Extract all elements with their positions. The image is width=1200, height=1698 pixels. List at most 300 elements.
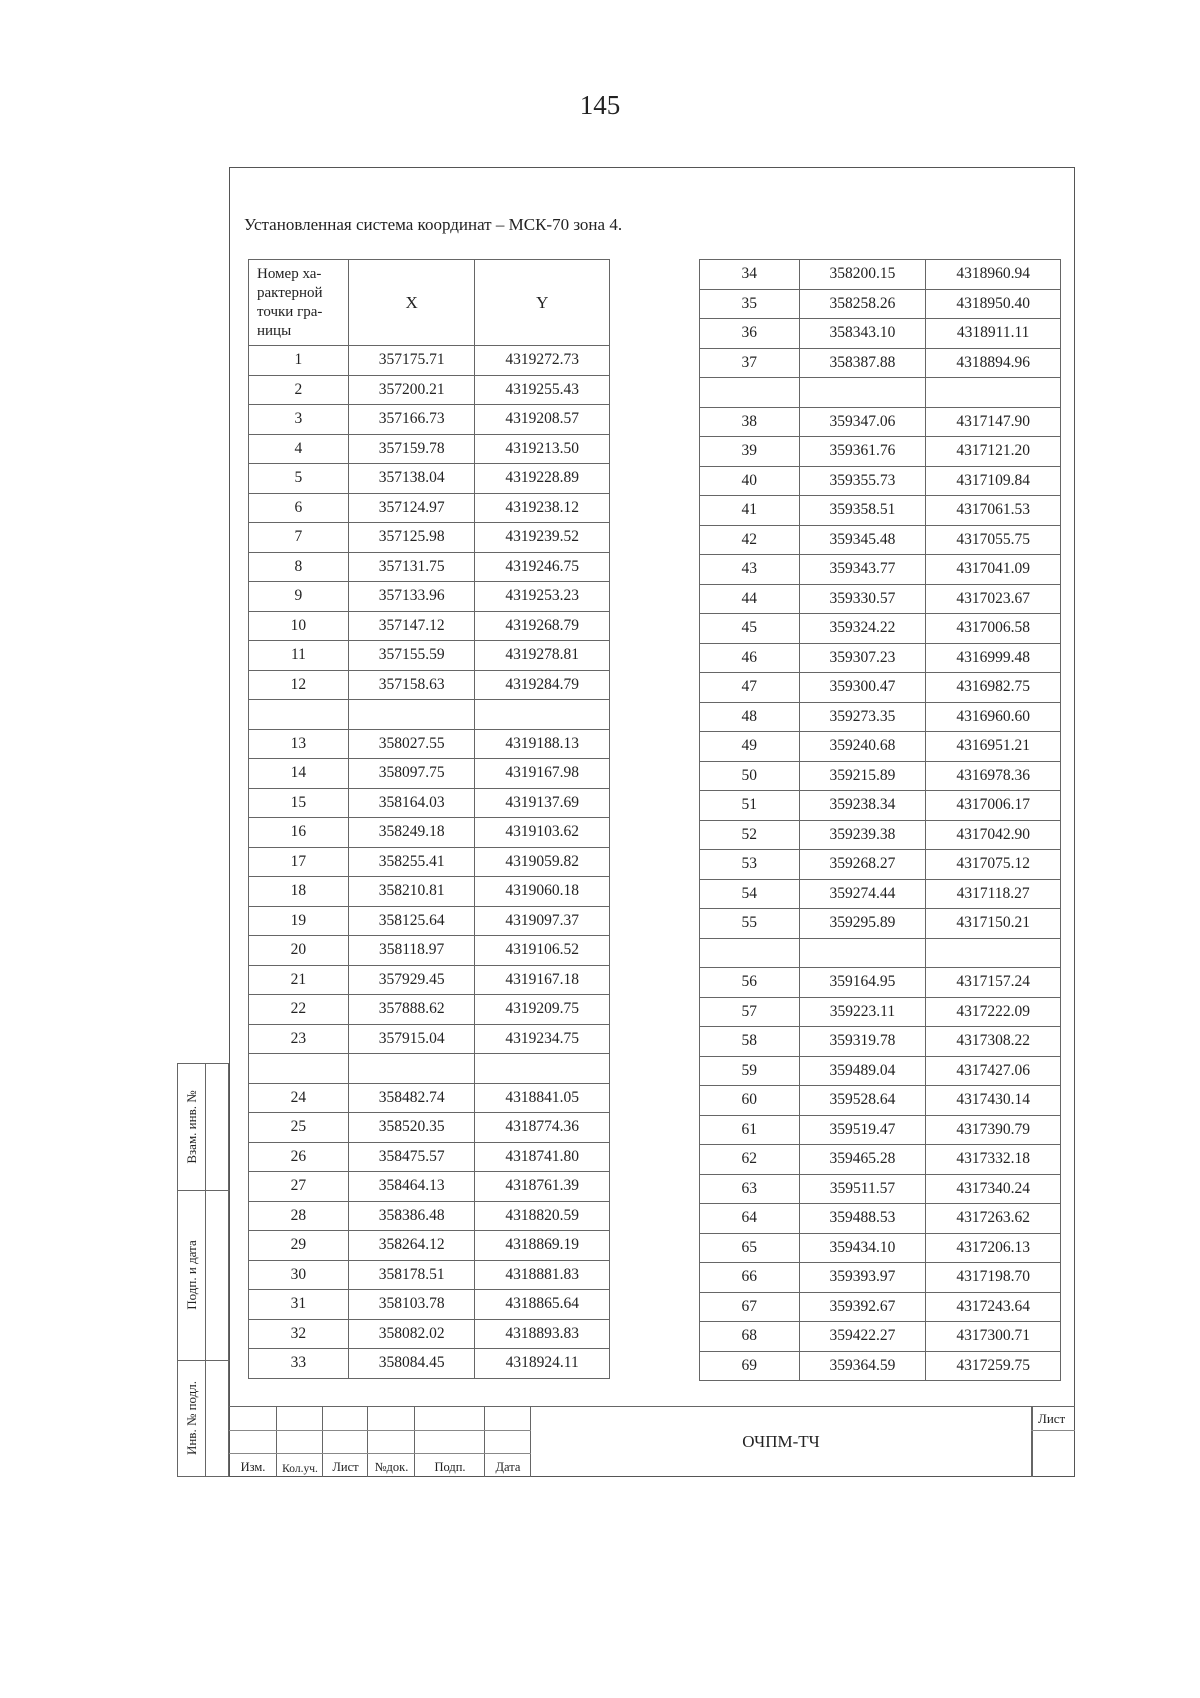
table-row (700, 1233, 1061, 1263)
y-coordinate-cell: 4318869.19 (475, 1231, 610, 1261)
y-coordinate-cell (475, 1054, 610, 1084)
x-coordinate-cell: 359347.06 (799, 407, 926, 437)
point-number-cell: 47 (700, 673, 800, 703)
header-y: Y (475, 260, 610, 346)
point-number-cell: 54 (700, 879, 800, 909)
x-coordinate-cell: 359273.35 (799, 702, 926, 732)
x-coordinate-cell: 357133.96 (348, 582, 475, 612)
x-coordinate-cell: 358482.74 (348, 1083, 475, 1113)
stamp-label-ndok: №док. (374, 1460, 409, 1474)
document-code: ОЧПМ-ТЧ (742, 1432, 820, 1451)
point-number-cell: 34 (700, 260, 800, 290)
side-label-podp: Подп. и дата (183, 1240, 199, 1310)
table-row (700, 319, 1061, 349)
point-number-cell: 24 (249, 1083, 349, 1113)
point-number-cell: 14 (249, 759, 349, 789)
table-row (249, 641, 610, 671)
point-number-cell: 20 (249, 936, 349, 966)
y-coordinate-cell: 4318820.59 (475, 1201, 610, 1231)
table-row (249, 877, 610, 907)
y-coordinate-cell: 4319246.75 (475, 552, 610, 582)
x-coordinate-cell: 357200.21 (348, 375, 475, 405)
stamp-label-koluch: Кол.уч. (282, 1463, 318, 1475)
y-coordinate-cell: 4317308.22 (926, 1027, 1061, 1057)
y-coordinate-cell: 4319213.50 (475, 434, 610, 464)
y-coordinate-cell: 4319097.37 (475, 906, 610, 936)
y-coordinate-cell: 4319060.18 (475, 877, 610, 907)
side-label-inv: Инв. № подл. (183, 1380, 199, 1456)
table-row (700, 702, 1061, 732)
table-row (700, 1263, 1061, 1293)
x-coordinate-cell: 359358.51 (799, 496, 926, 526)
point-number-cell: 58 (700, 1027, 800, 1057)
point-number-cell: 53 (700, 850, 800, 880)
x-coordinate-cell: 359343.77 (799, 555, 926, 585)
y-coordinate-cell: 4318893.83 (475, 1319, 610, 1349)
y-coordinate-cell: 4317121.20 (926, 437, 1061, 467)
y-coordinate-cell: 4316960.60 (926, 702, 1061, 732)
x-coordinate-cell: 357155.59 (348, 641, 475, 671)
point-number-cell: 7 (249, 523, 349, 553)
x-coordinate-cell: 358475.57 (348, 1142, 475, 1172)
table-row (249, 788, 610, 818)
y-coordinate-cell: 4317041.09 (926, 555, 1061, 585)
y-coordinate-cell: 4317300.71 (926, 1322, 1061, 1352)
table-row (700, 348, 1061, 378)
x-coordinate-cell: 359274.44 (799, 879, 926, 909)
point-number-cell: 15 (249, 788, 349, 818)
table-row (700, 437, 1061, 467)
y-coordinate-cell: 4316978.36 (926, 761, 1061, 791)
point-number-cell: 4 (249, 434, 349, 464)
x-coordinate-cell: 358200.15 (799, 260, 926, 290)
point-number-cell: 19 (249, 906, 349, 936)
table-row (700, 909, 1061, 939)
point-number-cell: 32 (249, 1319, 349, 1349)
stamp-cell (415, 1407, 485, 1477)
y-coordinate-cell: 4318960.94 (926, 260, 1061, 290)
point-number-cell: 57 (700, 997, 800, 1027)
x-coordinate-cell: 358255.41 (348, 847, 475, 877)
y-coordinate-cell: 4317430.14 (926, 1086, 1061, 1116)
table-row (249, 729, 610, 759)
x-coordinate-cell: 359511.57 (799, 1174, 926, 1204)
page-number: 145 (579, 90, 621, 120)
table-row (700, 1322, 1061, 1352)
table-row (700, 496, 1061, 526)
y-coordinate-cell: 4317023.67 (926, 584, 1061, 614)
table-row (700, 1115, 1061, 1145)
y-coordinate-cell: 4318841.05 (475, 1083, 610, 1113)
table-row (249, 1290, 610, 1320)
point-number-cell: 25 (249, 1113, 349, 1143)
point-number-cell: 31 (249, 1290, 349, 1320)
table-row (249, 936, 610, 966)
table-row (249, 1231, 610, 1261)
table-row (700, 997, 1061, 1027)
table-row (249, 1201, 610, 1231)
y-coordinate-cell: 4319234.75 (475, 1024, 610, 1054)
point-number-cell: 42 (700, 525, 800, 555)
table-row (700, 378, 1061, 408)
side-field-vzam (178, 1064, 206, 1190)
x-coordinate-cell: 359488.53 (799, 1204, 926, 1234)
y-coordinate-cell: 4317243.64 (926, 1292, 1061, 1322)
point-number-cell: 17 (249, 847, 349, 877)
coordinate-system-caption: Установленная система координат – МСК-70 зона 4. (244, 215, 623, 234)
x-coordinate-cell: 359393.97 (799, 1263, 926, 1293)
y-coordinate-cell: 4317147.90 (926, 407, 1061, 437)
table-row (700, 1027, 1061, 1057)
y-coordinate-cell: 4317150.21 (926, 909, 1061, 939)
stamp-label-list: Лист (332, 1460, 359, 1474)
y-coordinate-cell: 4317006.58 (926, 614, 1061, 644)
side-stamp-strip (177, 1063, 229, 1477)
x-coordinate-cell: 359422.27 (799, 1322, 926, 1352)
x-coordinate-cell: 359319.78 (799, 1027, 926, 1057)
x-coordinate-cell: 358387.88 (799, 348, 926, 378)
table-row (700, 938, 1061, 968)
table-row (700, 584, 1061, 614)
y-coordinate-cell: 4317118.27 (926, 879, 1061, 909)
table-row (700, 555, 1061, 585)
y-coordinate-cell: 4316982.75 (926, 673, 1061, 703)
y-coordinate-cell: 4317259.75 (926, 1351, 1061, 1381)
point-number-cell: 61 (700, 1115, 800, 1145)
y-coordinate-cell: 4318881.83 (475, 1260, 610, 1290)
table-row (700, 1204, 1061, 1234)
x-coordinate-cell: 359238.34 (799, 791, 926, 821)
point-number-cell: 65 (700, 1233, 800, 1263)
x-coordinate-cell: 358264.12 (348, 1231, 475, 1261)
point-number-cell: 9 (249, 582, 349, 612)
point-number-cell: 18 (249, 877, 349, 907)
table-row (249, 995, 610, 1025)
y-coordinate-cell: 4317206.13 (926, 1233, 1061, 1263)
point-number-cell (249, 700, 349, 730)
x-coordinate-cell: 359164.95 (799, 968, 926, 998)
point-number-cell: 64 (700, 1204, 800, 1234)
point-number-cell: 1 (249, 346, 349, 376)
point-number-cell: 62 (700, 1145, 800, 1175)
x-coordinate-cell: 358027.55 (348, 729, 475, 759)
table-row (249, 611, 610, 641)
point-number-cell: 11 (249, 641, 349, 671)
x-coordinate-cell: 359519.47 (799, 1115, 926, 1145)
table-row (700, 1145, 1061, 1175)
y-coordinate-cell: 4318894.96 (926, 348, 1061, 378)
x-coordinate-cell: 359345.48 (799, 525, 926, 555)
x-coordinate-cell: 358343.10 (799, 319, 926, 349)
x-coordinate-cell (799, 938, 926, 968)
point-number-cell: 48 (700, 702, 800, 732)
point-number-cell: 35 (700, 289, 800, 319)
x-coordinate-cell: 358084.45 (348, 1349, 475, 1379)
x-coordinate-cell: 359307.23 (799, 643, 926, 673)
table-row (249, 1349, 610, 1379)
x-coordinate-cell: 359489.04 (799, 1056, 926, 1086)
y-coordinate-cell: 4318865.64 (475, 1290, 610, 1320)
point-number-cell (700, 938, 800, 968)
point-number-cell: 66 (700, 1263, 800, 1293)
y-coordinate-cell: 4319208.57 (475, 405, 610, 435)
y-coordinate-cell: 4317340.24 (926, 1174, 1061, 1204)
table-row (700, 968, 1061, 998)
side-label-vzam: Взам. инв. № (183, 1090, 199, 1164)
x-coordinate-cell: 359215.89 (799, 761, 926, 791)
point-number-cell: 30 (249, 1260, 349, 1290)
y-coordinate-cell: 4317006.17 (926, 791, 1061, 821)
y-coordinate-cell: 4317222.09 (926, 997, 1061, 1027)
stamp-cell (229, 1407, 277, 1477)
point-number-cell: 2 (249, 375, 349, 405)
table-row (249, 700, 610, 730)
point-number-cell: 33 (249, 1349, 349, 1379)
table-row (249, 552, 610, 582)
y-coordinate-cell (926, 938, 1061, 968)
table-row (249, 759, 610, 789)
point-number-cell: 45 (700, 614, 800, 644)
x-coordinate-cell: 357915.04 (348, 1024, 475, 1054)
table-row (700, 466, 1061, 496)
y-coordinate-cell: 4318911.11 (926, 319, 1061, 349)
y-coordinate-cell: 4318741.80 (475, 1142, 610, 1172)
table-row (249, 582, 610, 612)
table-row (700, 791, 1061, 821)
y-coordinate-cell: 4319253.23 (475, 582, 610, 612)
point-number-cell: 12 (249, 670, 349, 700)
y-coordinate-cell: 4318761.39 (475, 1172, 610, 1202)
table-row (700, 1292, 1061, 1322)
point-number-cell: 6 (249, 493, 349, 523)
table-row (700, 525, 1061, 555)
x-coordinate-cell: 358082.02 (348, 1319, 475, 1349)
x-coordinate-cell: 357124.97 (348, 493, 475, 523)
table-row (700, 850, 1061, 880)
point-number-cell: 22 (249, 995, 349, 1025)
x-coordinate-cell: 358386.48 (348, 1201, 475, 1231)
point-number-cell: 50 (700, 761, 800, 791)
stamp-row-line (229, 1453, 531, 1454)
table-row (249, 375, 610, 405)
point-number-cell: 3 (249, 405, 349, 435)
point-number-cell: 37 (700, 348, 800, 378)
y-coordinate-cell: 4319188.13 (475, 729, 610, 759)
side-field-inv (178, 1360, 206, 1476)
table-row (249, 493, 610, 523)
x-coordinate-cell: 357158.63 (348, 670, 475, 700)
stamp-cell (323, 1407, 368, 1477)
x-coordinate-cell: 359392.67 (799, 1292, 926, 1322)
point-number-cell: 26 (249, 1142, 349, 1172)
table-row (249, 346, 610, 376)
stamp-label-data: Дата (495, 1460, 521, 1474)
point-number-cell: 21 (249, 965, 349, 995)
y-coordinate-cell: 4319255.43 (475, 375, 610, 405)
x-coordinate-cell: 359364.59 (799, 1351, 926, 1381)
x-coordinate-cell: 357138.04 (348, 464, 475, 494)
x-coordinate-cell: 359268.27 (799, 850, 926, 880)
table-row (249, 405, 610, 435)
point-number-cell: 10 (249, 611, 349, 641)
table-row (249, 1260, 610, 1290)
x-coordinate-cell (348, 700, 475, 730)
point-number-cell: 56 (700, 968, 800, 998)
coordinates-table-left (248, 259, 610, 1379)
table-row (249, 906, 610, 936)
point-number-cell (249, 1054, 349, 1084)
x-coordinate-cell: 357166.73 (348, 405, 475, 435)
table-row (700, 820, 1061, 850)
y-coordinate-cell: 4319268.79 (475, 611, 610, 641)
table-row (249, 1142, 610, 1172)
point-number-cell: 5 (249, 464, 349, 494)
side-field-podp (178, 1190, 206, 1360)
point-number-cell: 29 (249, 1231, 349, 1261)
point-number-cell: 8 (249, 552, 349, 582)
x-coordinate-cell: 357159.78 (348, 434, 475, 464)
table-row (700, 879, 1061, 909)
x-coordinate-cell: 358249.18 (348, 818, 475, 848)
point-number-cell (700, 378, 800, 408)
y-coordinate-cell: 4317109.84 (926, 466, 1061, 496)
table-row (700, 761, 1061, 791)
table-row (700, 1086, 1061, 1116)
table-row (700, 673, 1061, 703)
x-coordinate-cell: 358103.78 (348, 1290, 475, 1320)
x-coordinate-cell: 357147.12 (348, 611, 475, 641)
table-row (249, 464, 610, 494)
point-number-cell: 27 (249, 1172, 349, 1202)
point-number-cell: 40 (700, 466, 800, 496)
point-number-cell: 69 (700, 1351, 800, 1381)
stamp-cell (277, 1407, 323, 1477)
y-coordinate-cell: 4319228.89 (475, 464, 610, 494)
table-row (700, 643, 1061, 673)
y-coordinate-cell (926, 378, 1061, 408)
table-row (249, 1024, 610, 1054)
table-row (249, 523, 610, 553)
table-row (249, 1172, 610, 1202)
x-coordinate-cell: 358464.13 (348, 1172, 475, 1202)
point-number-cell: 49 (700, 732, 800, 762)
table-row (700, 407, 1061, 437)
y-coordinate-cell: 4316951.21 (926, 732, 1061, 762)
point-number-cell: 59 (700, 1056, 800, 1086)
y-coordinate-cell: 4317427.06 (926, 1056, 1061, 1086)
x-coordinate-cell: 357125.98 (348, 523, 475, 553)
y-coordinate-cell: 4317061.53 (926, 496, 1061, 526)
x-coordinate-cell: 357888.62 (348, 995, 475, 1025)
y-coordinate-cell: 4316999.48 (926, 643, 1061, 673)
point-number-cell: 13 (249, 729, 349, 759)
table-row (249, 1113, 610, 1143)
y-coordinate-cell: 4319209.75 (475, 995, 610, 1025)
table-row (249, 670, 610, 700)
x-coordinate-cell: 359528.64 (799, 1086, 926, 1116)
table-row (700, 732, 1061, 762)
x-coordinate-cell: 358097.75 (348, 759, 475, 789)
stamp-row-line (229, 1430, 531, 1431)
x-coordinate-cell: 358520.35 (348, 1113, 475, 1143)
header-point-number: Номер ха-рактерной точки гра-ницы (249, 260, 349, 346)
point-number-cell: 36 (700, 319, 800, 349)
y-coordinate-cell: 4317075.12 (926, 850, 1061, 880)
x-coordinate-cell: 358164.03 (348, 788, 475, 818)
header-x: X (348, 260, 475, 346)
table-row (700, 260, 1061, 290)
point-number-cell: 67 (700, 1292, 800, 1322)
x-coordinate-cell (799, 378, 926, 408)
y-coordinate-cell: 4318774.36 (475, 1113, 610, 1143)
x-coordinate-cell: 359300.47 (799, 673, 926, 703)
y-coordinate-cell: 4319106.52 (475, 936, 610, 966)
x-coordinate-cell: 358258.26 (799, 289, 926, 319)
x-coordinate-cell: 357175.71 (348, 346, 475, 376)
point-number-cell: 43 (700, 555, 800, 585)
x-coordinate-cell: 359324.22 (799, 614, 926, 644)
table-row (249, 434, 610, 464)
y-coordinate-cell: 4319278.81 (475, 641, 610, 671)
stamp-label-izm: Изм. (240, 1460, 266, 1474)
x-coordinate-cell: 359465.28 (799, 1145, 926, 1175)
x-coordinate-cell: 358118.97 (348, 936, 475, 966)
coordinates-table-right (699, 259, 1061, 1381)
point-number-cell: 46 (700, 643, 800, 673)
y-coordinate-cell: 4317198.70 (926, 1263, 1061, 1293)
y-coordinate-cell: 4317055.75 (926, 525, 1061, 555)
y-coordinate-cell: 4319059.82 (475, 847, 610, 877)
stamp-label-podp: Подп. (434, 1460, 466, 1474)
table-row (249, 965, 610, 995)
y-coordinate-cell: 4319238.12 (475, 493, 610, 523)
y-coordinate-cell: 4317332.18 (926, 1145, 1061, 1175)
point-number-cell: 51 (700, 791, 800, 821)
stamp-row-line (1031, 1430, 1075, 1431)
x-coordinate-cell: 359223.11 (799, 997, 926, 1027)
y-coordinate-cell: 4319284.79 (475, 670, 610, 700)
point-number-cell: 16 (249, 818, 349, 848)
y-coordinate-cell: 4319239.52 (475, 523, 610, 553)
point-number-cell: 44 (700, 584, 800, 614)
x-coordinate-cell: 359295.89 (799, 909, 926, 939)
table-row (700, 1351, 1061, 1381)
x-coordinate-cell: 359239.38 (799, 820, 926, 850)
y-coordinate-cell: 4319167.98 (475, 759, 610, 789)
point-number-cell: 28 (249, 1201, 349, 1231)
point-number-cell: 23 (249, 1024, 349, 1054)
y-coordinate-cell: 4319103.62 (475, 818, 610, 848)
point-number-cell: 39 (700, 437, 800, 467)
x-coordinate-cell: 359434.10 (799, 1233, 926, 1263)
x-coordinate-cell: 357131.75 (348, 552, 475, 582)
table-row (700, 1174, 1061, 1204)
point-number-cell: 60 (700, 1086, 800, 1116)
point-number-cell: 68 (700, 1322, 800, 1352)
table-row (700, 614, 1061, 644)
table-row (249, 1319, 610, 1349)
table-row (249, 818, 610, 848)
y-coordinate-cell: 4319137.69 (475, 788, 610, 818)
y-coordinate-cell: 4317042.90 (926, 820, 1061, 850)
sheet-label: Лист (1038, 1411, 1066, 1426)
point-number-cell: 52 (700, 820, 800, 850)
point-number-cell: 63 (700, 1174, 800, 1204)
y-coordinate-cell: 4317390.79 (926, 1115, 1061, 1145)
x-coordinate-cell: 358178.51 (348, 1260, 475, 1290)
stamp-cell (485, 1407, 531, 1477)
x-coordinate-cell: 359355.73 (799, 466, 926, 496)
